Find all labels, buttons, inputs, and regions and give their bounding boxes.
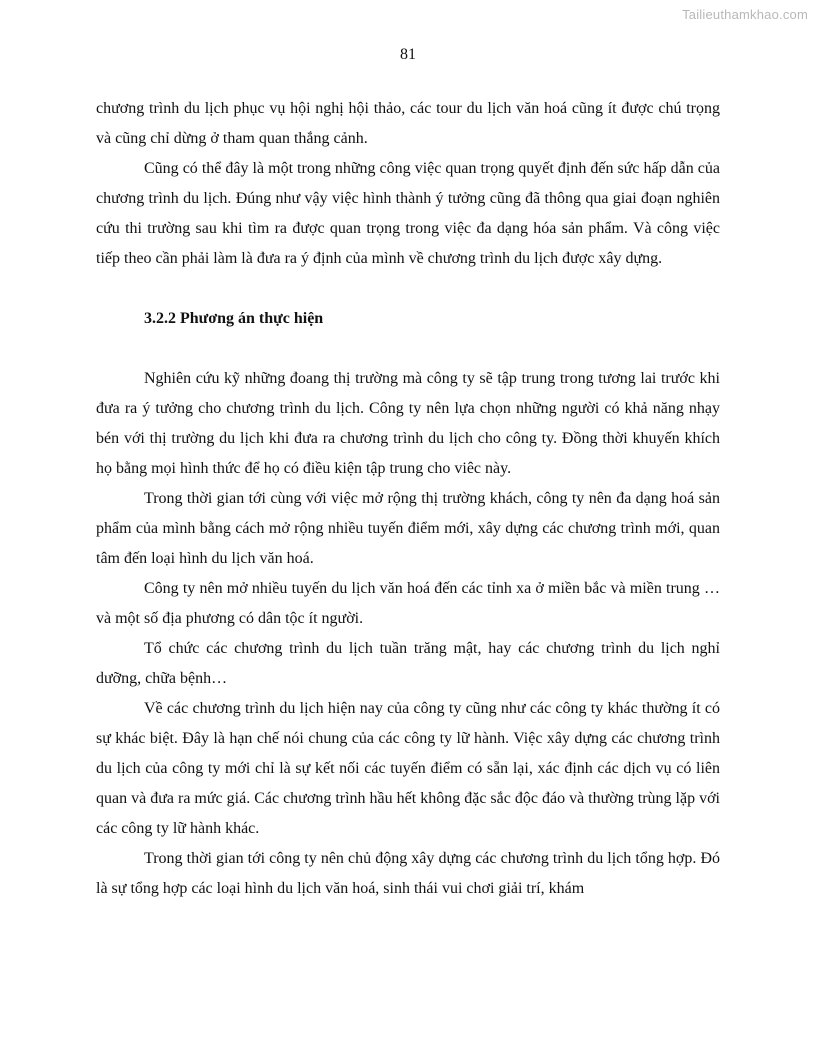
document-body	[96, 94, 720, 904]
paragraph: Công ty nên mở nhiều tuyến du lịch văn hoá đến các tỉnh xa ở miền bắc và miền trung … và một số địa phương có dân tộc ít người.	[96, 580, 720, 627]
page-number: 81	[400, 46, 416, 63]
section-heading: 3.2.2 Phương án thực hiện	[144, 310, 324, 327]
paragraph: chương trình du lịch phục vụ hội nghị hội thảo, các tour du lịch văn hoá cũng ít được chú trọng và cũng chỉ dừng ở tham quan thắng cảnh.	[96, 100, 720, 147]
paragraph: Trong thời gian tới công ty nên chủ động xây dựng các chương trình du lịch tổng hợp. Đó là sự tổng hợp các loại hình du lịch văn hoá, sinh thái vui chơi giải trí, khám	[96, 850, 720, 897]
paragraph: Tổ chức các chương trình du lịch tuần trăng mật, hay các chương trình du lịch nghỉ dưỡng, chữa bệnh…	[96, 640, 720, 687]
paragraph: Về các chương trình du lịch hiện nay của công ty cũng như các công ty khác thường ít có sự khác biệt. Đây là hạn chế nói chung của các công ty lữ hành. Việc xây dựng các chương trình du lịch của công ty mới chỉ là sự kết nối các tuyến điểm có sẵn lại, xác định các dịch vụ có liên quan và đưa ra mức giá. Các chương trình hầu hết không đặc sắc độc đáo và thường trùng lặp với các công ty lữ hành khác.	[96, 700, 720, 837]
paragraph: Nghiên cứu kỹ những đoang thị trường mà công ty sẽ tập trung trong tương lai trước khi đưa ra ý tưởng cho chương trình du lịch. Công ty nên lựa chọn những người có khả năng nhạy bén với thị trường du lịch khi đưa ra chương trình du lịch cho công ty. Đồng thời khuyến khích họ bằng mọi hình thức để họ có điều kiện tập trung cho viêc này.	[96, 370, 720, 477]
watermark: Tailieuthamkhao.com	[682, 7, 808, 22]
paragraph: Cũng có thể đây là một trong những công việc quan trọng quyết định đến sức hấp dẫn của chương trình du lịch. Đúng như vậy việc hình thành ý tưởng cũng đã thông qua giai đoạn nghiên cứu thi trường sau khi tìm ra được quan trọng trong việc đa dạng hóa sản phẩm. Và công việc tiếp theo cần phải làm là đưa ra ý định của mình về chương trình du lịch được xây dựng.	[96, 160, 720, 267]
paragraph: Trong thời gian tới cùng với việc mở rộng thị trường khách, công ty nên đa dạng hoá sản phẩm của mình bằng cách mở rộng nhiều tuyến điểm mới, xây dựng các chương trình mới, quan tâm đến loại hình du lịch văn hoá.	[96, 490, 720, 567]
